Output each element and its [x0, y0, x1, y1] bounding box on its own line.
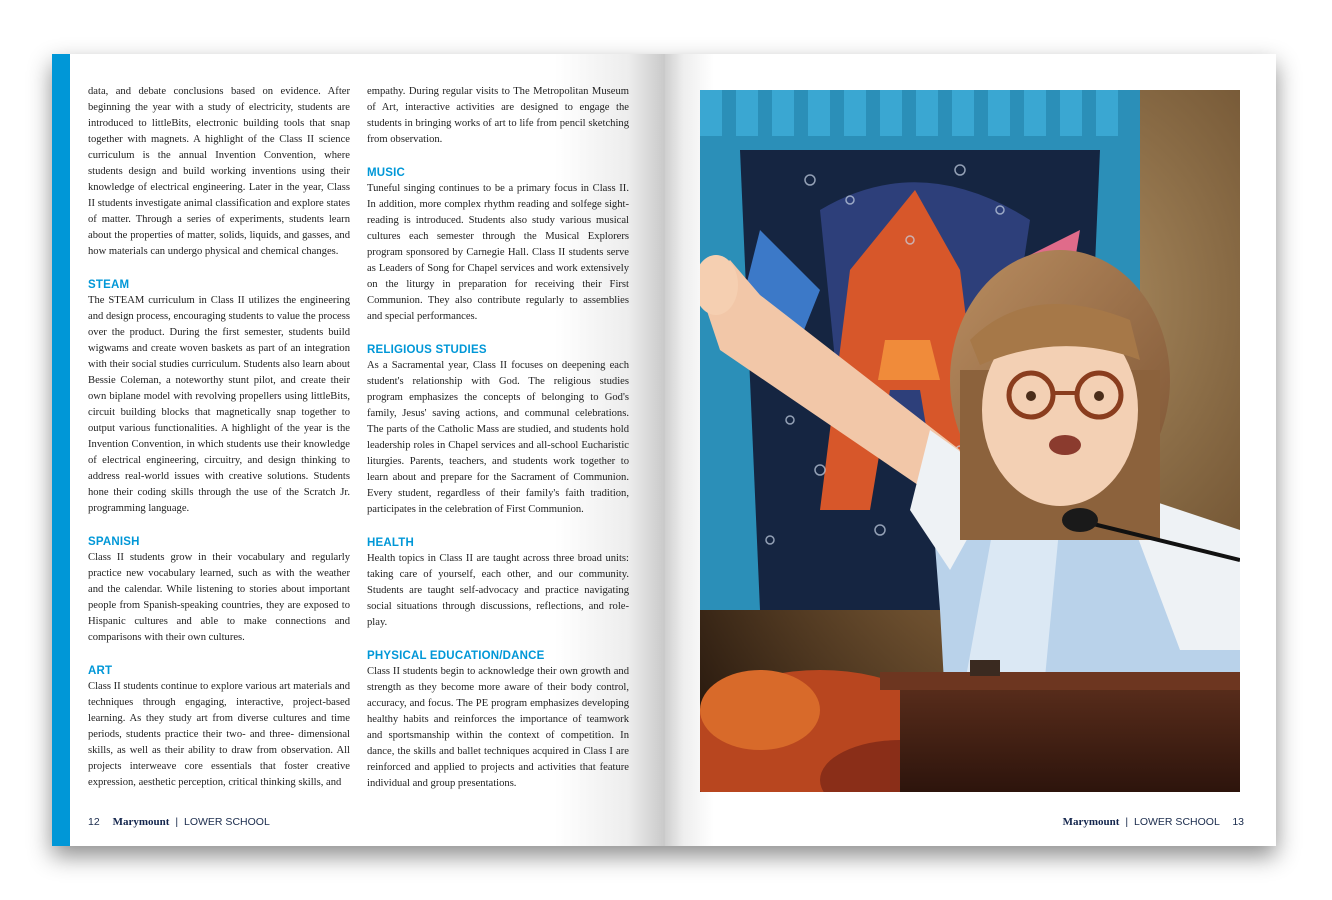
- physical-education-text: Class II students begin to acknowledge their own growth and strength as they become more aware of their body control, accuracy, and focus. The PE program emphasizes developing healthy habits and reinforces the importance of teamwork and sportsmanship within the context of competition. In dance, the skills and ballet techniques acquired in Class I are reinforced and applied to projects and activities that feature individual and group presentations.: [367, 666, 629, 789]
- steam-heading: STEAM: [88, 279, 130, 291]
- spanish-heading: SPANISH: [88, 536, 140, 548]
- right-page-footer: [1063, 816, 1244, 828]
- right-page: [665, 54, 1276, 846]
- music-heading: MUSIC: [367, 167, 406, 179]
- brand-wordmark: Marymount: [1062, 816, 1120, 828]
- art-heading: ART: [88, 665, 113, 677]
- page-number: 13: [1232, 816, 1244, 828]
- right-column: [367, 84, 629, 792]
- page-number: 12: [88, 816, 100, 828]
- art-text: Class II students continue to explore various art materials and techniques through engaging, interactive, project-based learning. As they study art from diverse cultures and time periods, students practice their two- and three- dimensional skills, as well as their ability to draw from observation. All projects interweave core essentials that foster creative expression, aesthetic perception, critical thinking skills, and: [88, 681, 350, 788]
- footer-separator: |: [1125, 816, 1129, 828]
- left-page-footer: [88, 816, 270, 828]
- physical-education-heading: PHYSICAL EDUCATION/DANCE: [367, 650, 545, 662]
- religious-studies-text: As a Sacramental year, Class II focuses on deepening each student's relationship with God. The religious studies program emphasizes the concepts of belonging to God's family, Jesus' saving actions, and communal celebrations. The parts of the Catholic Mass are studied, and students hold leadership roles in Chapel services and all-school Eucharistic liturgies. Parents, teachers, and students work together to learn about and prepare for the Sacrament of Communion. Every student, regardless of their family's faith tradition, participates in the celebration of First Communion.: [367, 360, 629, 515]
- accent-stripe: [52, 54, 70, 846]
- photo-illustration: [700, 90, 1240, 792]
- health-text: Health topics in Class II are taught across three broad units: taking care of yourself, each other, and our community. Students are taught self-advocacy and practice navigating social situations through discussions, reflections, and role-play.: [367, 553, 629, 628]
- science-continuation-text: data, and debate conclusions based on evidence. After beginning the year with a study of electricity, students are introduced to littleBits, electronic building tools that snap together with magnets. A highlight of the Class II science curriculum is the annual Invention Convention, where students design and build working inventions using their knowledge of electrical engineering. Later in the year, Class II students investigate animal classification and explore states of matter. Through a series of experiments, students learn about the properties of matter, solids, liquids, and gasses, and how materials can undergo physical and chemical changes.: [88, 86, 350, 257]
- brand-wordmark: Marymount: [112, 816, 170, 828]
- left-page: [52, 54, 665, 846]
- spanish-text: Class II students grow in their vocabulary and regularly practice new vocabulary learned, such as with the weather and the calendar. While listening to stories about important people from Spanish-speaking countries, they are exposed to Hispanic cultures and able to make connections and comparisons with their own cultures.: [88, 552, 350, 643]
- health-heading: HEALTH: [367, 537, 414, 549]
- religious-studies-heading: RELIGIOUS STUDIES: [367, 344, 487, 356]
- section-label: LOWER SCHOOL: [184, 816, 270, 828]
- left-column: [88, 84, 350, 791]
- footer-separator: |: [175, 816, 179, 828]
- music-text: Tuneful singing continues to be a primary focus in Class II. In addition, more complex rhythm reading and solfege sight-reading is introduced. Students also study various musical cultures each semester through the Musical Explorers program sponsored by Carnegie Hall. Class II students serve as Leaders of Song for Chapel services and work extensively on the liturgy in preparation for receiving their First Communion. They also contribute regularly to assemblies and special performances.: [367, 183, 629, 322]
- art-continuation-text: empathy. During regular visits to The Metropolitan Museum of Art, interactive activities are designed to engage the students in bringing works of art to life from pencil sketching from observation.: [367, 86, 629, 145]
- student-speaking-photo: [700, 90, 1240, 792]
- section-label: LOWER SCHOOL: [1134, 816, 1220, 828]
- steam-text: The STEAM curriculum in Class II utilizes the engineering and design process, encouraging students to value the process over the product. During the first semester, students build wigwams and create woven baskets as part of an integration with their social studies curriculum. Students also learn about Bessie Coleman, a noteworthy stunt pilot, and create their own biplane model with revolving propellers using littleBits, circuit building blocks that magnetically snap together to output various functionalities. A highlight of the year is the Invention Convention, in which students use their knowledge of electrical engineering, circuitry, and design thinking to address real-world issues with creative solutions. Students hone their coding skills through the use of the Scratch Jr. programming language.: [88, 295, 350, 514]
